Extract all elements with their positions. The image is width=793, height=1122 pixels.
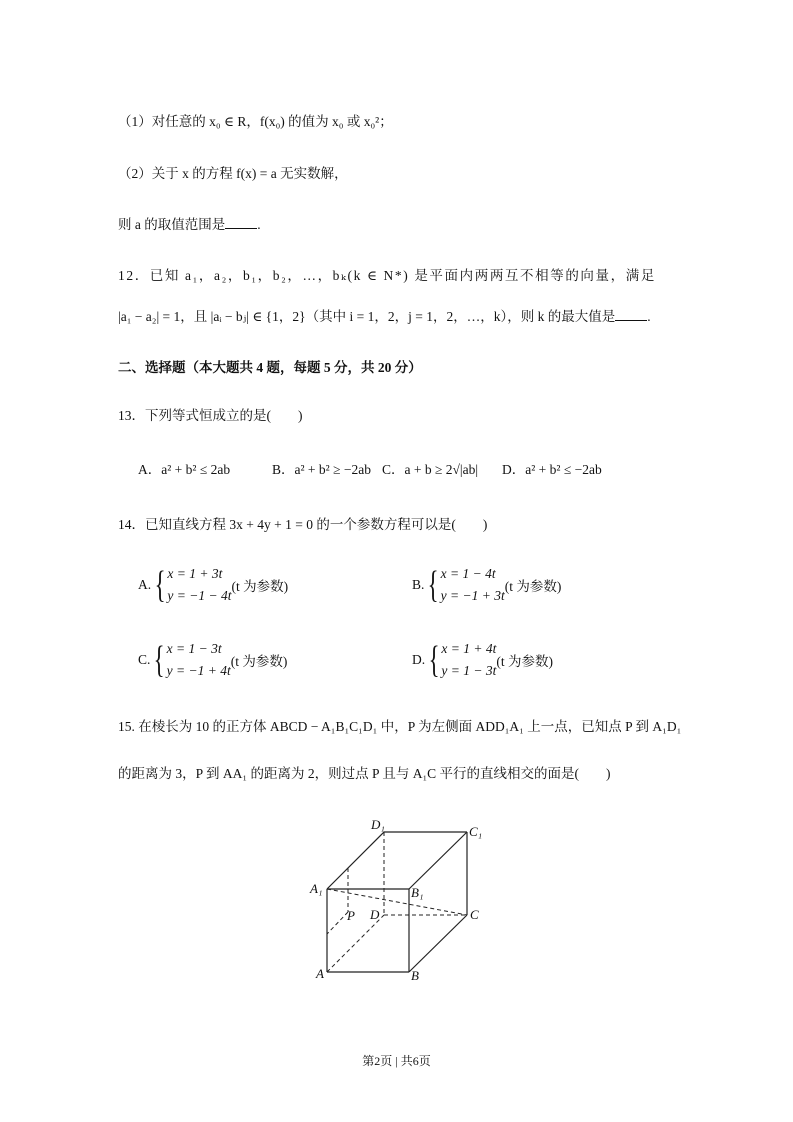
- brace: {: [154, 639, 165, 681]
- q14-option-a: [138, 563, 288, 607]
- question-12-line2: [118, 305, 651, 325]
- edge-ad: [327, 915, 384, 972]
- edge-bc: [409, 915, 467, 972]
- q13-option-d: D．a² + b² ≤ −2ab: [502, 462, 602, 477]
- option-label: B.: [412, 577, 425, 592]
- q13-option-c: C．a + b ≥ 2√|ab|: [382, 462, 479, 477]
- label-p: P: [347, 908, 355, 923]
- brace: {: [428, 564, 439, 606]
- period: .: [257, 217, 261, 232]
- q13-option-b: B．a² + b² ≥ −2ab: [272, 462, 371, 477]
- question-13: 13．下列等式恒成立的是( ): [118, 408, 303, 423]
- param-note: (t 为参数): [504, 579, 562, 594]
- q14-option-d: [412, 638, 553, 682]
- question-14: 14．已知直线方程 3x + 4y + 1 = 0 的一个参数方程可以是( ): [118, 517, 488, 532]
- question-12-line1: 12．已知 a₁，a₂，b₁，b₂，…，bₖ(k ∈ N*) 是平面内两两互不相等的向量，满足: [118, 268, 656, 283]
- x-equation: x = 1 + 4t: [441, 641, 497, 656]
- brace: {: [428, 639, 440, 681]
- label-b: B: [411, 968, 419, 983]
- option-label: D.: [412, 652, 426, 667]
- label-a: A: [316, 966, 324, 981]
- q13-option-a: A．a² + b² ≤ 2ab: [138, 462, 231, 477]
- y-equation: y = −1 + 4t: [166, 663, 231, 678]
- condition-2: （2）关于 x 的方程 f(x) = a 无实数解，: [118, 166, 348, 181]
- edge-a1d1: [327, 832, 384, 889]
- label-b1: B₁: [411, 885, 424, 900]
- label-d: D: [370, 907, 380, 922]
- x-equation: x = 1 − 3t: [166, 641, 222, 656]
- period: .: [647, 309, 651, 324]
- section-heading: 二、选择题（本大题共 4 题，每题 5 分，共 20 分）: [118, 360, 422, 375]
- option-label: C.: [138, 652, 151, 667]
- param-note: (t 为参数): [230, 654, 288, 669]
- y-equation: y = −1 + 3t: [440, 588, 505, 603]
- x-equation: x = 1 + 3t: [167, 566, 223, 581]
- label-a1: A₁: [310, 881, 323, 896]
- q14-option-c: [138, 638, 287, 682]
- condition-1: （1）对任意的 x₀ ∈ R，f(x₀) 的值为 x₀ 或 x₀²；: [118, 114, 393, 129]
- y-equation: y = 1 − 3t: [441, 663, 497, 678]
- answer-blank: [225, 216, 257, 229]
- page-footer: 第2页 | 共6页: [362, 1054, 431, 1068]
- prompt-text: 则 a 的取值范围是: [118, 217, 226, 232]
- answer-blank: [615, 308, 647, 321]
- x-equation: x = 1 − 4t: [440, 566, 496, 581]
- brace: {: [154, 564, 166, 606]
- cube-figure: [300, 810, 500, 990]
- y-equation: y = −1 − 4t: [167, 588, 232, 603]
- option-label: A.: [138, 577, 152, 592]
- p-to-aa1: [327, 912, 348, 934]
- question-15-line2: 的距离为 3，P 到 AA₁ 的距离为 2，则过点 P 且与 A₁C 平行的直线相交的面是( ): [118, 766, 611, 781]
- q14-option-b: [412, 563, 561, 607]
- param-note: (t 为参数): [496, 654, 553, 669]
- label-c: C: [470, 907, 479, 922]
- label-c1: C₁: [469, 824, 483, 839]
- answer-line: [118, 213, 261, 233]
- prompt-text: |a₁ − a₂| = 1，且 |aᵢ − bⱼ| ∈ {1，2}（其中 i = 1，2，j = 1，2，…，k），则 k 的最大值是: [118, 309, 616, 324]
- edge-b1c1: [409, 832, 467, 889]
- question-15-line1: 15. 在棱长为 10 的正方体 ABCD − A₁B₁C₁D₁ 中，P 为左侧面 ADD₁A₁ 上一点，已知点 P 到 A₁D₁: [118, 719, 682, 734]
- label-d1: D₁: [371, 817, 385, 832]
- param-note: (t 为参数): [231, 579, 289, 594]
